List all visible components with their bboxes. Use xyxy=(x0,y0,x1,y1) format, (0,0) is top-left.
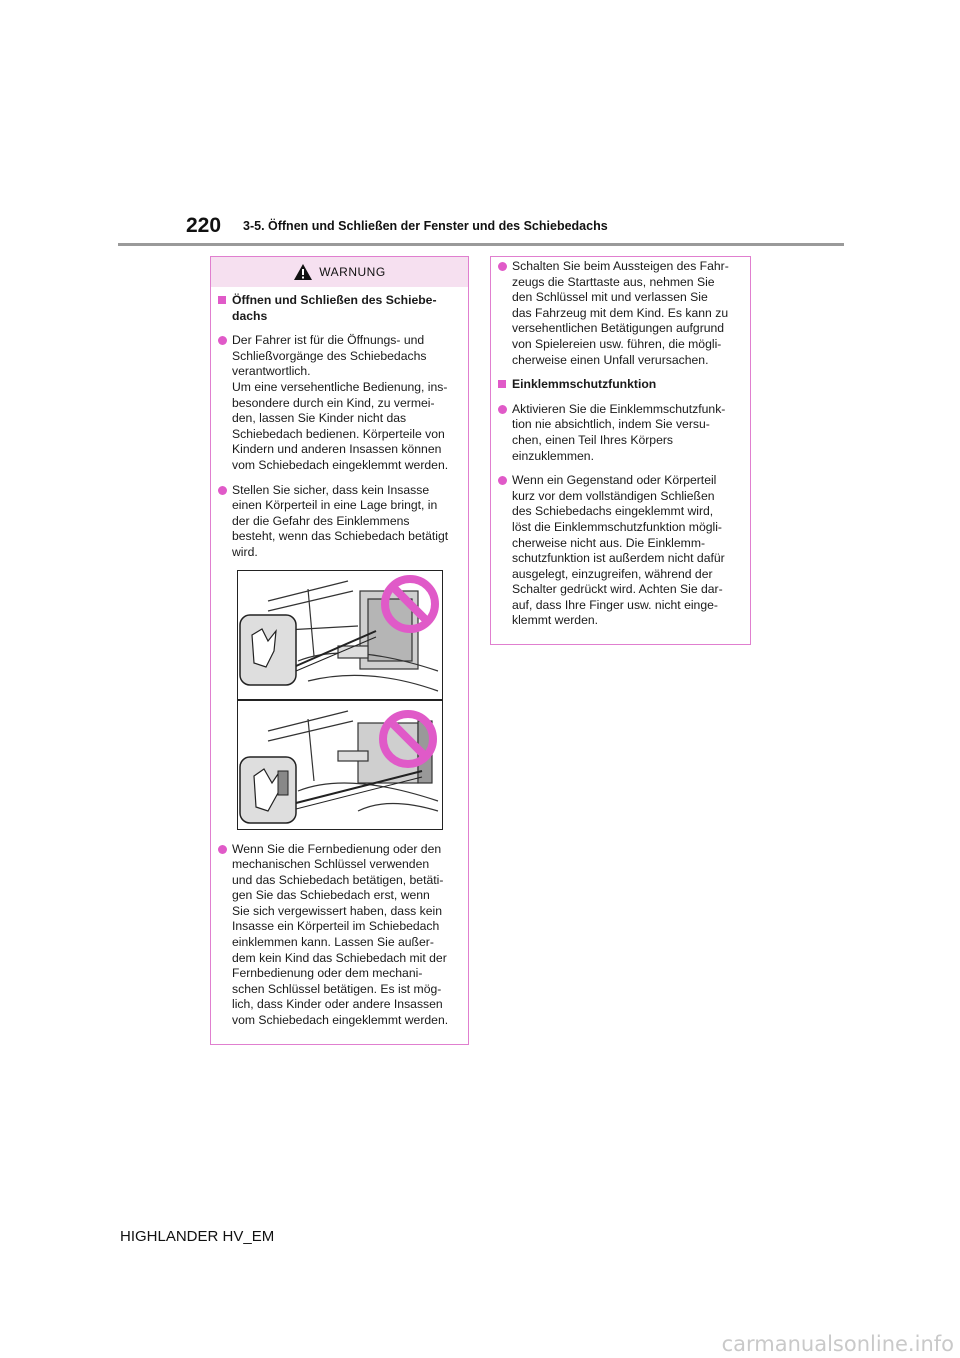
page-number: 220 xyxy=(186,214,222,237)
item-text: Schalten Sie beim Aussteigen des Fahr- zeugs die Starttaste aus, nehmen Sie den Schlüssel mit und verlassen Sie das Fahrzeug mit dem Kind. Es kann zu versehentlichen Betätigungen aufgrund von Spielereien usw. führen, die mögli- cherweise einen Unfall verursachen. xyxy=(512,259,729,367)
warning-box-left xyxy=(210,256,469,1045)
item-text: Wenn ein Gegenstand oder Körperteil kurz vor dem vollständigen Schließen des Schiebedachs eingeklemmt wird, löst die Einklemmschutzfunktion mögli- cherweise nicht aus. Die Einklemm- schutzfunktion ist außerdem nicht dafür ausgelegt, einzugreifen, während der Schalter gedrückt wird. Achten Sie dar- auf, dass Ihre Finger usw. nicht einge- klemmt werden. xyxy=(512,473,725,628)
item-text: Aktivieren Sie die Einklemmschutzfunk- tion nie absichtlich, indem Sie versu- chen, einen Teil Ihres Körpers einzuklemmen. xyxy=(512,401,726,463)
section-title: 3-5. Öffnen und Schließen der Fenster und des Schiebedachs xyxy=(243,219,608,233)
warning-item xyxy=(217,483,460,561)
watermark: carmanualsonline.info xyxy=(721,1332,954,1356)
item-text: Der Fahrer ist für die Öffnungs- und Schließvorgänge des Schiebedachs verantwortlich. Um eine versehentliche Bedienung, ins- besondere durch ein Kind, zu vermei- den, lassen Sie Kinder nicht das Schiebedach bedienen. Körperteile von Kindern und anderen Insassen können vom Schiebedach eingeklemmt werden. xyxy=(232,333,449,472)
footer-model: HIGHLANDER HV_EM xyxy=(120,1228,275,1245)
warning-triangle-icon xyxy=(293,263,313,281)
warning-item xyxy=(217,333,460,473)
warning-item xyxy=(497,402,742,464)
heading-text: Öffnen und Schließen des Schiebe- dachs xyxy=(232,293,437,323)
illustration-svg xyxy=(238,571,442,829)
warning-body-left xyxy=(211,287,468,1029)
item-text: Wenn Sie die Fernbedienung oder den mechanischen Schlüssel verwenden und das Schiebedach betätigen, betäti- gen Sie das Schiebedach erst, wenn Sie sich vergewissert haben, dass kein Insasse ein Körperteil im Schiebedach einklemmen kann. Lassen Sie außer- dem kein Kind das Schiebedach mit der Fernbedienung oder dem mechani- schen Schlüssel betätigen. Es ist mög- lich, dass Kinder oder andere Insassen vom Schiebedach eingeklemmt werden. xyxy=(232,841,449,1028)
bullet-icon xyxy=(218,845,227,854)
warning-body-right xyxy=(491,257,750,629)
warning-item xyxy=(217,842,460,1029)
bullet-icon xyxy=(218,486,227,495)
warning-header xyxy=(211,257,468,287)
bullet-icon xyxy=(498,476,507,485)
square-bullet-icon xyxy=(498,380,506,388)
square-bullet-icon xyxy=(218,296,226,304)
item-text: Stellen Sie sicher, dass kein Insasse einen Körperteil in eine Lage bringt, in der die Gefahr des Einklemmens besteht, wenn das Schiebedach betätigt wird. xyxy=(232,482,449,559)
warning-heading xyxy=(217,293,460,324)
sunroof-warning-illustration xyxy=(237,570,443,830)
bullet-icon xyxy=(498,262,507,271)
bullet-icon xyxy=(218,336,227,345)
warning-item xyxy=(497,473,742,629)
warning-box-right xyxy=(490,256,751,645)
heading-text: Einklemmschutzfunktion xyxy=(512,377,657,392)
warning-item xyxy=(497,259,742,368)
bullet-icon xyxy=(498,405,507,414)
header-rule xyxy=(118,243,844,246)
warning-label: WARNUNG xyxy=(319,265,386,279)
warning-heading xyxy=(497,377,742,393)
